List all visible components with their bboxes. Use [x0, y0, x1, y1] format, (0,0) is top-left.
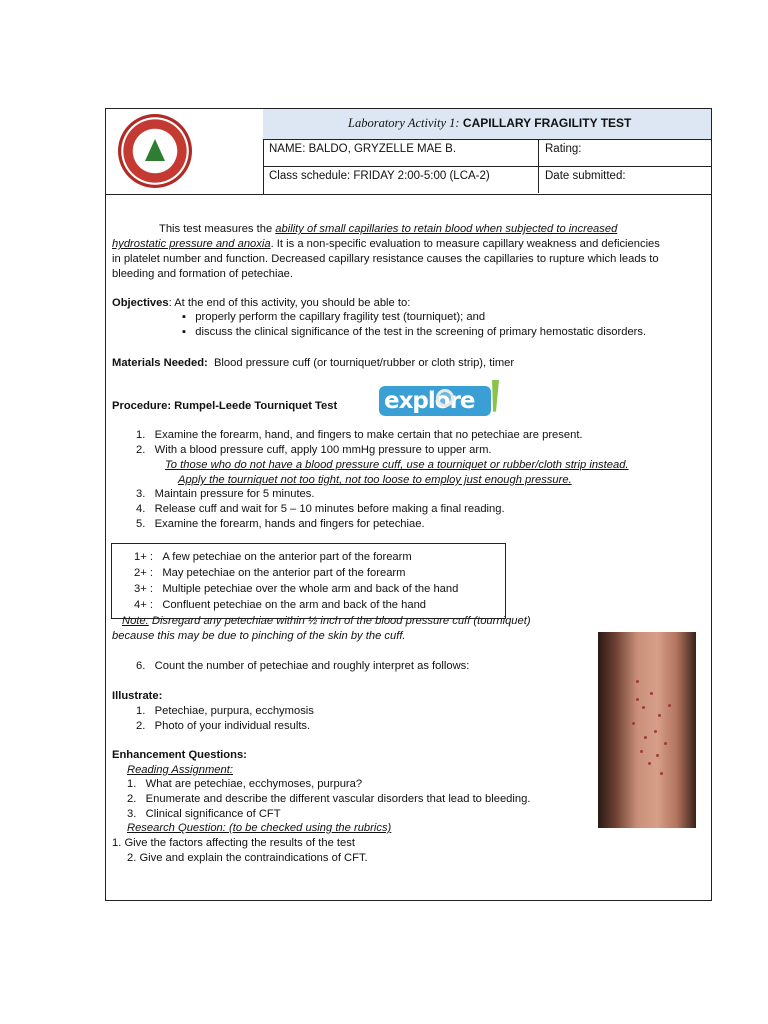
petechia-dot: [640, 750, 643, 753]
intro-line-2: hydrostatic pressure and anoxia. It is a non-specific evaluation to measure capillary weakness and deficiencies: [112, 238, 660, 250]
procedure-step: 1. Examine the forearm, hand, and fingers to make certain that no petechiae are present.: [136, 429, 583, 441]
intro-emphasis-1: ability of small capillaries to retain blood when subjected to increased: [275, 223, 618, 235]
materials-line: Materials Needed: Blood pressure cuff (or tourniquet/rubber or cloth strip), timer: [112, 357, 515, 369]
procedure-step-6: 6. Count the number of petechiae and roughly interpret as follows:: [136, 660, 470, 672]
illustrate-item: 1. Petechiae, purpura, ecchymosis: [136, 705, 314, 717]
research-item: 2. Give and explain the contraindications of CFT.: [127, 852, 368, 864]
class-schedule: Class schedule: FRIDAY 2:00-5:00 (LCA-2): [269, 170, 490, 182]
enhancement-heading: Enhancement Questions:: [112, 749, 247, 761]
objective-item: ▪ properly perform the capillary fragility test (tourniquet); and: [182, 311, 486, 323]
activity-sheet: [105, 108, 712, 901]
reading-item: 2. Enumerate and describe the different vascular disorders that lead to bleeding.: [127, 793, 531, 805]
activity-title: CAPILLARY FRAGILITY TEST: [462, 116, 632, 130]
activity-label: Laboratory Activity 1:: [348, 116, 460, 130]
objectives-heading: Objectives: At the end of this activity, you should be able to:: [112, 297, 411, 309]
petechia-dot: [658, 714, 661, 717]
illustrate-heading: Illustrate:: [112, 690, 163, 702]
procedure-heading: Procedure: Rumpel-Leede Tourniquet Test: [112, 400, 338, 412]
intro-line-3: in platelet number and function. Decreased capillary resistance causes the capillaries to rupture which leads to: [112, 253, 659, 265]
title-row: [263, 109, 711, 140]
reading-assignment-label: Reading Assignment:: [127, 764, 233, 776]
note-line-1: Note: Disregard any petechiae within ½ inch of the blood pressure cuff (tourniquet): [122, 615, 531, 627]
petechia-dot: [636, 680, 639, 683]
petechia-dot: [648, 762, 651, 765]
explore-logo: [379, 380, 501, 424]
tourniquet-note-2: Apply the tourniquet not too tight, not too loose to employ just enough pressure.: [178, 474, 572, 486]
petechia-dot: [660, 772, 663, 775]
header-table: [106, 109, 711, 195]
reading-item: 3. Clinical significance of CFT: [127, 808, 281, 820]
intro-line-4: bleeding and formation of petechiae.: [112, 268, 293, 280]
procedure-step: 4. Release cuff and wait for 5 – 10 minutes before making a final reading.: [136, 503, 505, 515]
research-question-label: Research Question: (to be checked using the rubrics): [127, 822, 392, 834]
student-name: NAME: BALDO, GRYZELLE MAE B.: [269, 143, 457, 155]
petechia-dot: [642, 706, 645, 709]
procedure-step: 3. Maintain pressure for 5 minutes.: [136, 488, 315, 500]
petechia-dot: [650, 692, 653, 695]
petechia-dot: [636, 698, 639, 701]
objective-item: ▪ discuss the clinical significance of the test in the screening of primary hemostatic disorders.: [182, 326, 647, 338]
intro-line-1: This test measures the ability of small capillaries to retain blood when subjected to increased: [159, 223, 618, 235]
date-submitted-field: Date submitted:: [545, 170, 626, 182]
petechia-dot: [664, 742, 667, 745]
petechia-dot: [654, 730, 657, 733]
grading-scale-box: [111, 543, 506, 619]
schedule-row: [263, 166, 711, 193]
note-line-2: because this may be due to pinching of the skin by the cuff.: [112, 630, 406, 642]
tourniquet-note-1: To those who do not have a blood pressure cuff, use a tourniquet or rubber/cloth strip instead.: [165, 459, 629, 471]
grade-row: 2+ : May petechiae on the anterior part of the forearm: [134, 567, 406, 579]
research-item: 1. Give the factors affecting the results of the test: [112, 837, 355, 849]
grade-row: 3+ : Multiple petechiae over the whole arm and back of the hand: [134, 583, 459, 595]
grade-row: 1+ : A few petechiae on the anterior part of the forearm: [134, 551, 412, 563]
rating-field: Rating:: [545, 143, 582, 155]
explore-logo-text: explore: [379, 386, 491, 416]
intro-emphasis-2: hydrostatic pressure and anoxia: [112, 238, 271, 250]
name-row: [263, 139, 711, 167]
petechia-dot: [656, 754, 659, 757]
reading-item: 1. What are petechiae, ecchymoses, purpura?: [127, 778, 363, 790]
grade-row: 4+ : Confluent petechiae on the arm and back of the hand: [134, 599, 427, 611]
procedure-step: 5. Examine the forearm, hands and fingers for petechiae.: [136, 518, 425, 530]
note-label: Note:: [122, 615, 149, 627]
petechia-dot: [632, 722, 635, 725]
petechia-dot: [668, 704, 671, 707]
seal-tree-icon: [145, 139, 165, 161]
logo-cell: [106, 109, 264, 194]
petechiae-arm-photo: [598, 632, 696, 828]
procedure-step: 2. With a blood pressure cuff, apply 100 mmHg pressure to upper arm.: [136, 444, 492, 456]
petechia-dot: [644, 736, 647, 739]
illustrate-item: 2. Photo of your individual results.: [136, 720, 311, 732]
magnifier-icon: [436, 389, 454, 407]
university-seal-logo: [118, 114, 192, 188]
